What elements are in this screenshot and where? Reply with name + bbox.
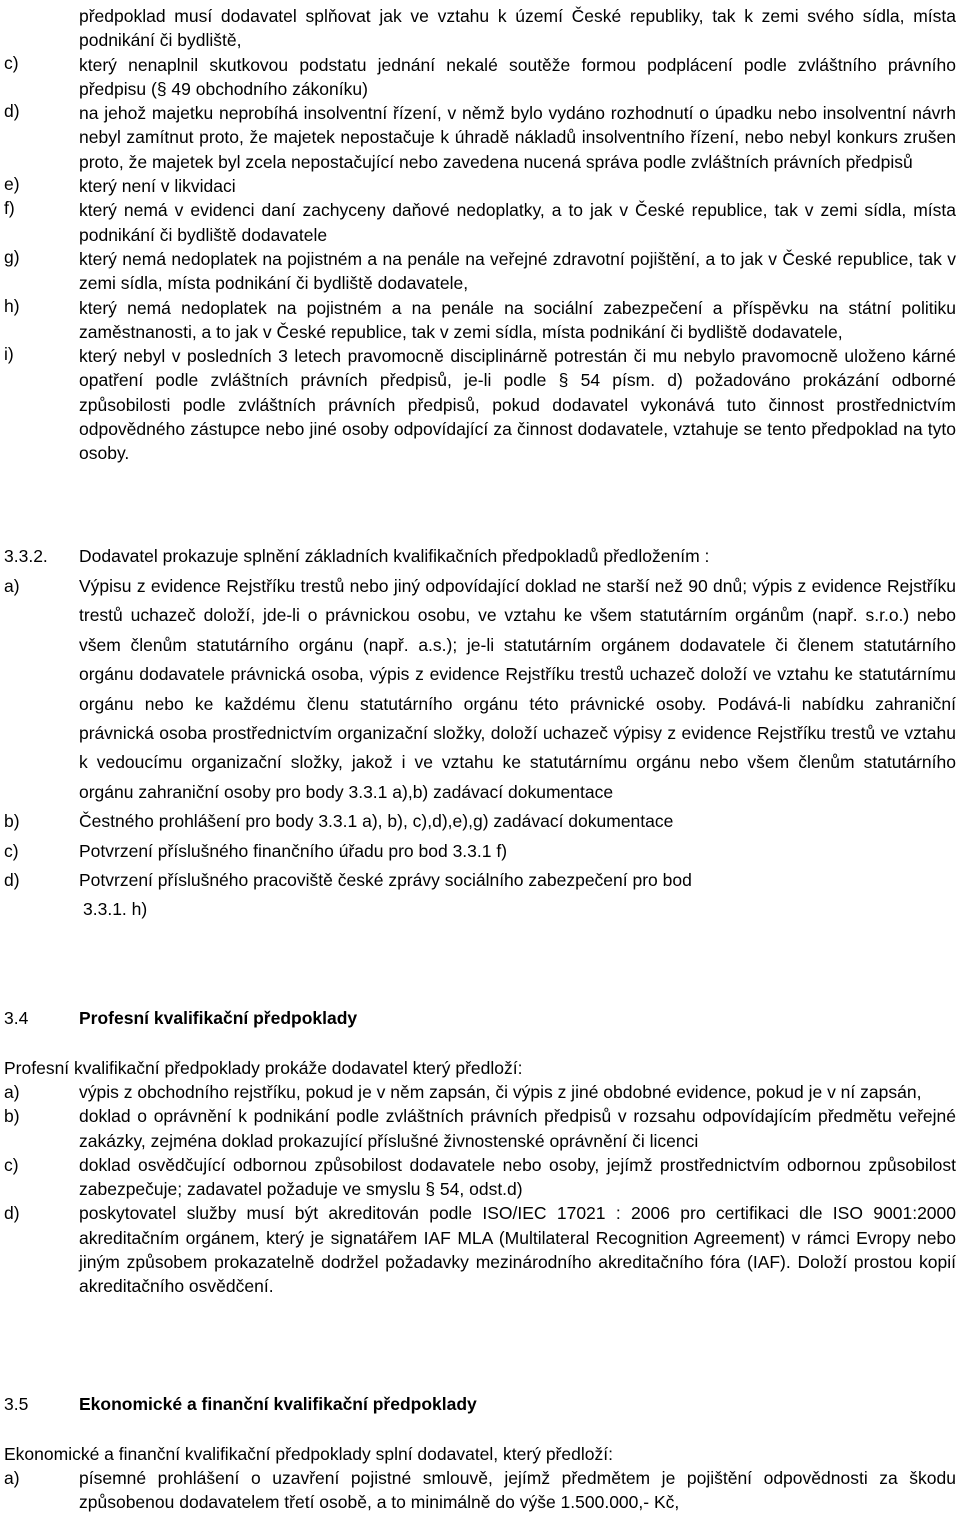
list-item-label: d) bbox=[4, 1203, 20, 1224]
continuation-paragraph: předpoklad musí dodavatel splňovat jak ve vztahu k území České republiky, tak k zemi svého sídla, místa podnikání či bydliště, bbox=[79, 6, 956, 51]
list-item-label: h) bbox=[4, 295, 20, 316]
list-item-label: c) bbox=[4, 1154, 19, 1175]
section-title: Dodavatel prokazuje splnění základních kvalifikačních předpokladů předložením : bbox=[79, 546, 710, 566]
section-number: 3.3.2. bbox=[4, 546, 48, 566]
list-item bbox=[0, 1080, 960, 1104]
list-item-text: písemné prohlášení o uzavření pojistné smlouvě, jejímž předmětem je pojištění odpovědnosti za škodu způsobenou dodavatelem třetí osobě, a to minimálně do výše 1.500.000,- Kč, bbox=[79, 1468, 956, 1513]
list-item-text: Čestného prohlášení pro body 3.3.1 a), b), c),d),e),g) zadávací dokumentace bbox=[79, 811, 674, 832]
section-title: Profesní kvalifikační předpoklady bbox=[79, 1008, 358, 1028]
list-item-label: c) bbox=[4, 840, 19, 861]
list-item-label: a) bbox=[4, 1468, 20, 1488]
list-item bbox=[0, 572, 960, 807]
list-item-label: b) bbox=[4, 1106, 20, 1127]
list-item bbox=[0, 101, 960, 174]
list-item-text: Potvrzení příslušného pracoviště české zprávy sociálního zabezpečení pro bod bbox=[79, 870, 692, 891]
list-item bbox=[0, 344, 960, 465]
list-item-label: a) bbox=[4, 576, 20, 596]
list-item-text: poskytovatel služby musí být akreditován podle ISO/IEC 17021 : 2006 pro certifikaci dle ISO 9001:2000 akreditačním orgánem, který je signatářem IAF MLA (Multilateral Recognition Agreement) v rámci Evropy nebo jiným způsobem prokazatelně dodržel požadavky mezinárodního akreditačního fóra (IAF). Doloží prostou kopií akreditačního osvědčení. bbox=[79, 1203, 956, 1297]
list-item-text-continuation: 3.3.1. h) bbox=[83, 899, 148, 920]
list-item-text: který nenaplnil skutkovou podstatu jednání nekalé soutěže formou podplácení podle zvláštního právního předpisu (§ 49 obchodního zákoníku) bbox=[79, 54, 956, 99]
list-item-label: e) bbox=[4, 174, 20, 195]
list-item bbox=[0, 1466, 960, 1515]
list-item-text: který nemá nedoplatek na pojistném a na penále na veřejné zdravotní pojištění, a to jak v České republice, tak v zemi sídla, místa podnikání či bydliště dodavatele, bbox=[79, 248, 956, 294]
section-3-5-list bbox=[0, 1466, 960, 1515]
list-item bbox=[0, 53, 960, 102]
qualification-conditions-list bbox=[0, 4, 960, 466]
list-item bbox=[0, 807, 960, 836]
list-item bbox=[0, 296, 960, 345]
list-item bbox=[0, 247, 960, 296]
list-item-label: g) bbox=[4, 246, 20, 267]
list-item-text: výpis z obchodního rejstříku, pokud je v něm zapsán, či výpis z jiné obdobné evidence, pokud je v ní zapsán, bbox=[79, 1082, 922, 1102]
list-item-text: Potvrzení příslušného finančního úřadu pro bod 3.3.1 f) bbox=[79, 840, 508, 861]
list-item bbox=[0, 837, 960, 866]
list-item-label: d) bbox=[4, 101, 20, 122]
list-item-text: na jehož majetku neprobíhá insolventní řízení, v němž bylo vydáno rozhodnutí o úpadku nebo insolventní návrh nebyl zamítnut proto, že majetek nepostačuje k úhradě nákladů insolventního řízení, nebo nebyl konkurs zrušen proto, že majetek byl zcela nepostačující nebo zavedena nucená správa podle zvláštních právních předpisů bbox=[79, 103, 956, 172]
section-number: 3.5 bbox=[4, 1394, 29, 1414]
list-item-text: doklad o oprávnění k podnikání podle zvláštních právních předpisů v rozsahu odpovídajícím předmětu veřejné zakázky, zejména doklad prokazující příslušné živnostenské oprávnění či licenci bbox=[79, 1106, 956, 1151]
list-item-label: a) bbox=[4, 1082, 20, 1102]
list-item-text: který nemá nedoplatek na pojistném a na penále na sociální zabezpečení a příspěvku na státní politiku zaměstnanosti, a to jak v České republice, tak v zemi sídla, místa podnikání či bydliště dodavatele, bbox=[79, 297, 956, 342]
section-number: 3.4 bbox=[4, 1008, 29, 1028]
list-item bbox=[0, 1104, 960, 1153]
list-item-label: d) bbox=[4, 870, 20, 891]
list-item-text: který není v likvidaci bbox=[79, 176, 236, 197]
list-item-label: i) bbox=[4, 344, 14, 365]
list-item-label: b) bbox=[4, 811, 20, 832]
list-item-label: f) bbox=[4, 198, 15, 219]
list-item bbox=[0, 174, 960, 198]
list-item bbox=[0, 866, 960, 925]
list-item bbox=[0, 1201, 960, 1298]
section-3-4-intro: Profesní kvalifikační předpoklady prokáže dodavatel který předloží: bbox=[4, 1058, 523, 1078]
list-item-label: c) bbox=[4, 52, 19, 73]
section-3-4-list bbox=[0, 1080, 960, 1299]
list-item-text: který nebyl v posledních 3 letech pravomocně disciplinárně potrestán či mu nebylo pravomocně uloženo kárné opatření podle zvláštních právních předpisů, je-li podle § 54 písm. d) požadováno prokázání odborné způsobilosti podle zvláštních právních předpisů, pokud dodavatel vykonává tuto činnost prostřednictvím odpovědného zástupce nebo jiné osoby odpovídající za činnost dodavatele, vztahuje se tento předpoklad na tyto osoby. bbox=[79, 346, 956, 464]
list-item-text: který nemá v evidenci daní zachyceny daňové nedoplatky, a to jak v České republice, tak v zemi sídla, místa podnikání či bydliště dodavatele bbox=[79, 200, 956, 245]
section-title: Ekonomické a finanční kvalifikační předpoklady bbox=[79, 1394, 477, 1414]
list-item bbox=[0, 1153, 960, 1202]
section-3-5-intro: Ekonomické a finanční kvalifikační předpoklady splní dodavatel, který předloží: bbox=[4, 1444, 613, 1464]
list-item bbox=[0, 198, 960, 247]
list-item-text: Výpisu z evidence Rejstříku trestů nebo jiný odpovídající doklad ne starší než 90 dnů; výpis z evidence Rejstříku trestů uchazeč doloží, jde-li o právnickou osobu, ve vztahu ke všem statutárním orgánům (např. s.r.o.) nebo všem členům statutárního orgánu (např. a.s.); je-li statutárním orgánem dodavatele či členem statutárního orgánu dodavatele právnická osoba, výpis z evidence Rejstříku trestů uchazeč doloží ve vztahu ke statutárnímu orgánu nebo ke každému členu statutárního orgánu této právnické osoby. Podává-li nabídku zahraniční právnická osoba prostřednictvím organizační složky, doloží uchazeč výpisy z evidence Rejstříku trestů ve vztahu k vedoucímu organizační složky, jakož i ve vztahu ke statutárnímu orgánu nebo všem členům statutárního orgánu zahraniční osoby pro body 3.3.1 a),b) zadávací dokumentace bbox=[79, 576, 956, 802]
list-item-text: doklad osvědčující odbornou způsobilost dodavatele nebo osoby, jejímž prostřednictvím odbornou způsobilost zabezpečuje; zadavatel požaduje ve smyslu § 54, odst.d) bbox=[79, 1154, 956, 1200]
section-3-3-2-list bbox=[0, 572, 960, 925]
